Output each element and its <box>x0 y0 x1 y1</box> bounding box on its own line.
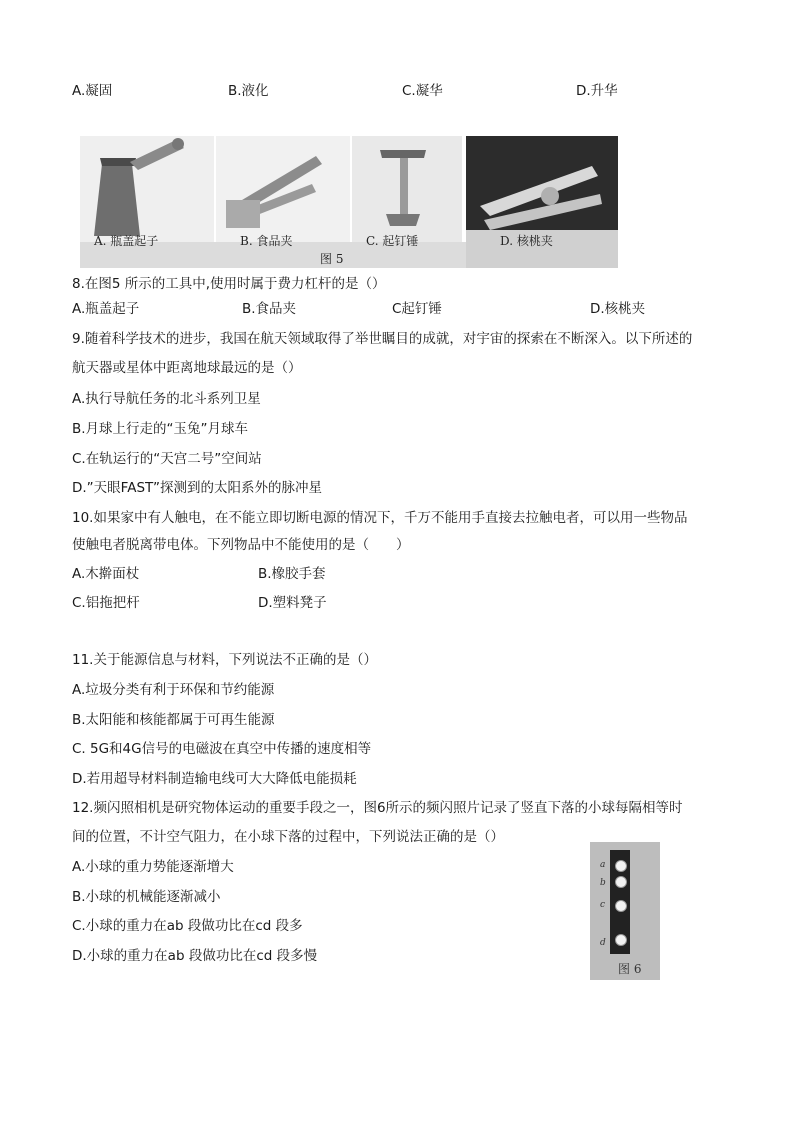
q11-option-b: B.太阳能和核能都属于可再生能源 <box>72 712 275 728</box>
q9-option-c: C.在轨运行的“天宫二号”空间站 <box>72 451 262 467</box>
q12-stem-line1: 12.频闪照相机是研究物体运动的重要手段之一，图6所示的频闪照片记录了竖直下落的小球每隔相等时 <box>72 800 683 816</box>
fig6-ball-d <box>615 934 627 946</box>
q8-option-a: A.瓶盖起子 <box>72 301 140 317</box>
fig6-ball-c <box>615 900 627 912</box>
fig5-caption-a: A. 瓶盖起子 <box>94 234 159 248</box>
q7-option-c: C.凝华 <box>402 83 443 99</box>
fig6-point-b: b <box>600 878 606 888</box>
q10-option-b: B.橡胶手套 <box>258 566 326 582</box>
q9-stem-line1: 9.随着科学技术的进步，我国在航天领域取得了举世瞩目的成就，对宇宙的探索在不断深入。以下所述的 <box>72 331 693 347</box>
q11-option-a: A.垃圾分类有利于环保和节约能源 <box>72 682 275 698</box>
q12-option-d: D.小球的重力在ab 段做功比在cd 段多慢 <box>72 948 318 964</box>
q12-option-a: A.小球的重力势能逐渐增大 <box>72 859 234 875</box>
figure-5-tools-photo <box>80 136 618 268</box>
q10-option-c: C.铝拖把杆 <box>72 595 140 611</box>
q9-option-d: D.”天眼FAST”探测到的太阳系外的脉冲星 <box>72 480 322 496</box>
q12-option-c: C.小球的重力在ab 段做功比在cd 段多 <box>72 918 303 934</box>
q8-stem: 8.在图5 所示的工具中,使用时属于费力杠杆的是（） <box>72 276 386 292</box>
q12-option-b: B.小球的机械能逐渐减小 <box>72 889 221 905</box>
q10-option-a: A.木擀面杖 <box>72 566 140 582</box>
q8-option-b: B.食品夹 <box>242 301 297 317</box>
q7-option-a: A.凝固 <box>72 83 113 99</box>
q8-option-c: C起钉锤 <box>392 301 442 317</box>
fig6-point-d: d <box>600 938 606 948</box>
fig6-ball-a <box>615 860 627 872</box>
q9-stem-line2: 航天器或星体中距离地球最远的是（） <box>72 360 302 376</box>
fig6-ball-b <box>615 876 627 888</box>
q12-stem-line2: 间的位置，不计空气阻力，在小球下落的过程中，下列说法正确的是（） <box>72 829 504 845</box>
q9-option-a: A.执行导航任务的北斗系列卫星 <box>72 391 261 407</box>
q7-option-b: B.液化 <box>228 83 269 99</box>
fig6-point-c: c <box>600 900 606 910</box>
q11-option-d: D.若用超导材料制造输电线可大大降低电能损耗 <box>72 771 357 787</box>
fig5-caption-c: C. 起钉锤 <box>366 234 419 248</box>
q7-option-d: D.升华 <box>576 83 618 99</box>
q11-option-c: C. 5G和4G信号的电磁波在真空中传播的速度相等 <box>72 741 372 757</box>
q10-stem-line2: 使触电者脱离带电体。下列物品中不能使用的是（ ） <box>72 537 410 553</box>
fig5-label: 图 5 <box>320 252 344 266</box>
fig6-point-a: a <box>600 860 606 870</box>
q11-stem: 11.关于能源信息与材料，下列说法不正确的是（） <box>72 652 377 668</box>
fig5-caption-b: B. 食品夹 <box>240 234 293 248</box>
q10-option-d: D.塑料凳子 <box>258 595 327 611</box>
fig6-label: 图 6 <box>618 962 642 976</box>
fig5-caption-d: D. 核桃夹 <box>500 234 553 248</box>
q10-stem-line1: 10.如果家中有人触电，在不能立即切断电源的情况下，千万不能用手直接去拉触电者，可以用一些物品 <box>72 510 688 526</box>
q8-option-d: D.核桃夹 <box>590 301 646 317</box>
figure-6-strobe-photo <box>590 842 660 980</box>
q9-option-b: B.月球上行走的“玉兔”月球车 <box>72 421 249 437</box>
